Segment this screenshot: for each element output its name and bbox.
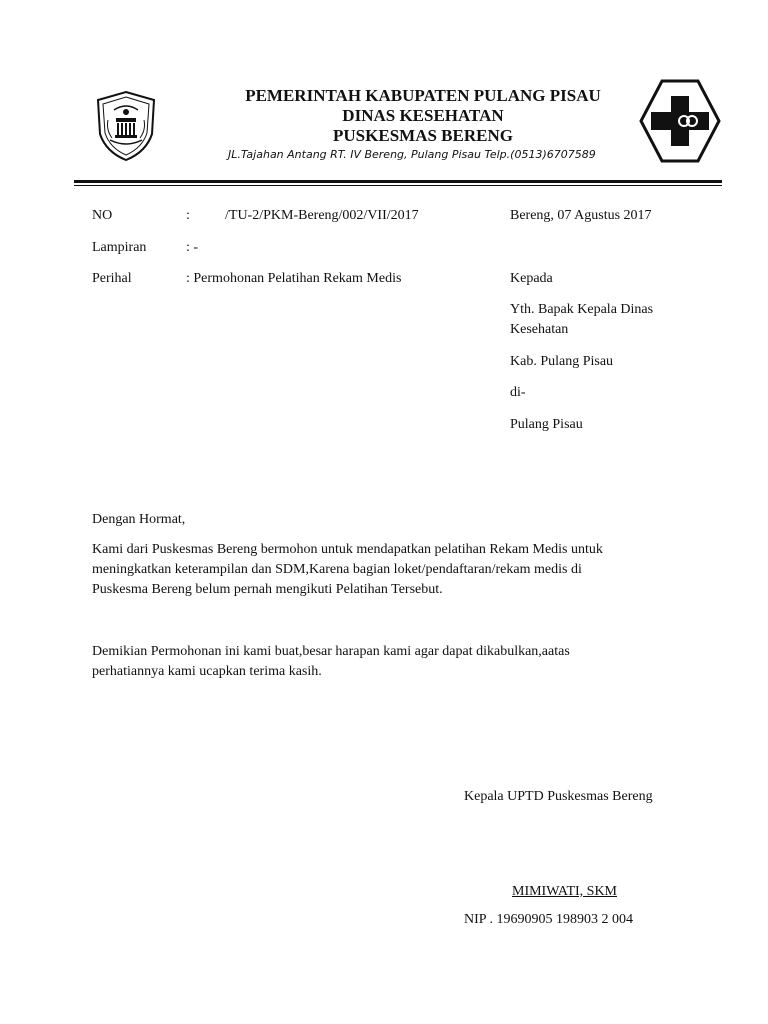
perihal-label: Perihal [92,271,132,286]
body-paragraph-1-line-1: Kami dari Puskesmas Bereng bermohon untuk mendapatkan pelatihan Rekam Medis untuk [92,542,603,557]
no-colon: : [186,208,190,223]
regency-emblem-icon [94,90,158,162]
recipient-line-2: Kesehatan [510,322,569,337]
letterhead-line-1: PEMERINTAH KABUPATEN PULANG PISAU [245,86,601,105]
header-divider-thick [74,180,722,183]
body-paragraph-2-line-2: perhatiannya kami ucapkan terima kasih. [92,664,322,679]
body-paragraph-1-line-2: meningkatkan keterampilan dan SDM,Karena bagian loket/pendaftaran/rekam medis di [92,562,582,577]
body-paragraph-2-line-1: Demikian Permohonan ini kami buat,besar harapan kami agar dapat dikabulkan,aatas [92,644,570,659]
greeting: Dengan Hormat, [92,512,186,527]
no-label: NO [92,208,113,223]
health-cross-icon [638,78,722,164]
lampiran-value: : - [186,240,199,255]
recipient-line-3: Kab. Pulang Pisau [510,354,614,369]
letter-number: /TU-2/PKM-Bereng/002/VII/2017 [225,208,419,223]
letterhead-address: JL.Tajahan Antang RT. IV Bereng, Pulang Pisau Telp.(0513)6707589 [228,148,596,161]
recipient-line-1: Yth. Bapak Kepala Dinas [510,302,654,317]
recipient-line-4: di- [510,385,526,400]
recipient-kepada: Kepada [510,271,553,286]
recipient-line-5: Pulang Pisau [510,417,583,432]
signature-name: MIMIWATI, SKM [512,884,617,899]
lampiran-label: Lampiran [92,240,147,255]
letterhead-line-3: PUSKESMAS BERENG [333,126,513,145]
signature-nip: NIP . 19690905 198903 2 004 [464,912,634,927]
signature-title: Kepala UPTD Puskesmas Bereng [464,789,653,804]
letter-date: Bereng, 07 Agustus 2017 [510,208,652,223]
perihal-value: : Permohonan Pelatihan Rekam Medis [186,271,402,286]
body-paragraph-1-line-3: Puskesma Bereng belum pernah mengikuti Pelatihan Tersebut. [92,582,443,597]
letterhead-line-2: DINAS KESEHATAN [342,106,504,125]
header-divider-thin [74,185,722,186]
